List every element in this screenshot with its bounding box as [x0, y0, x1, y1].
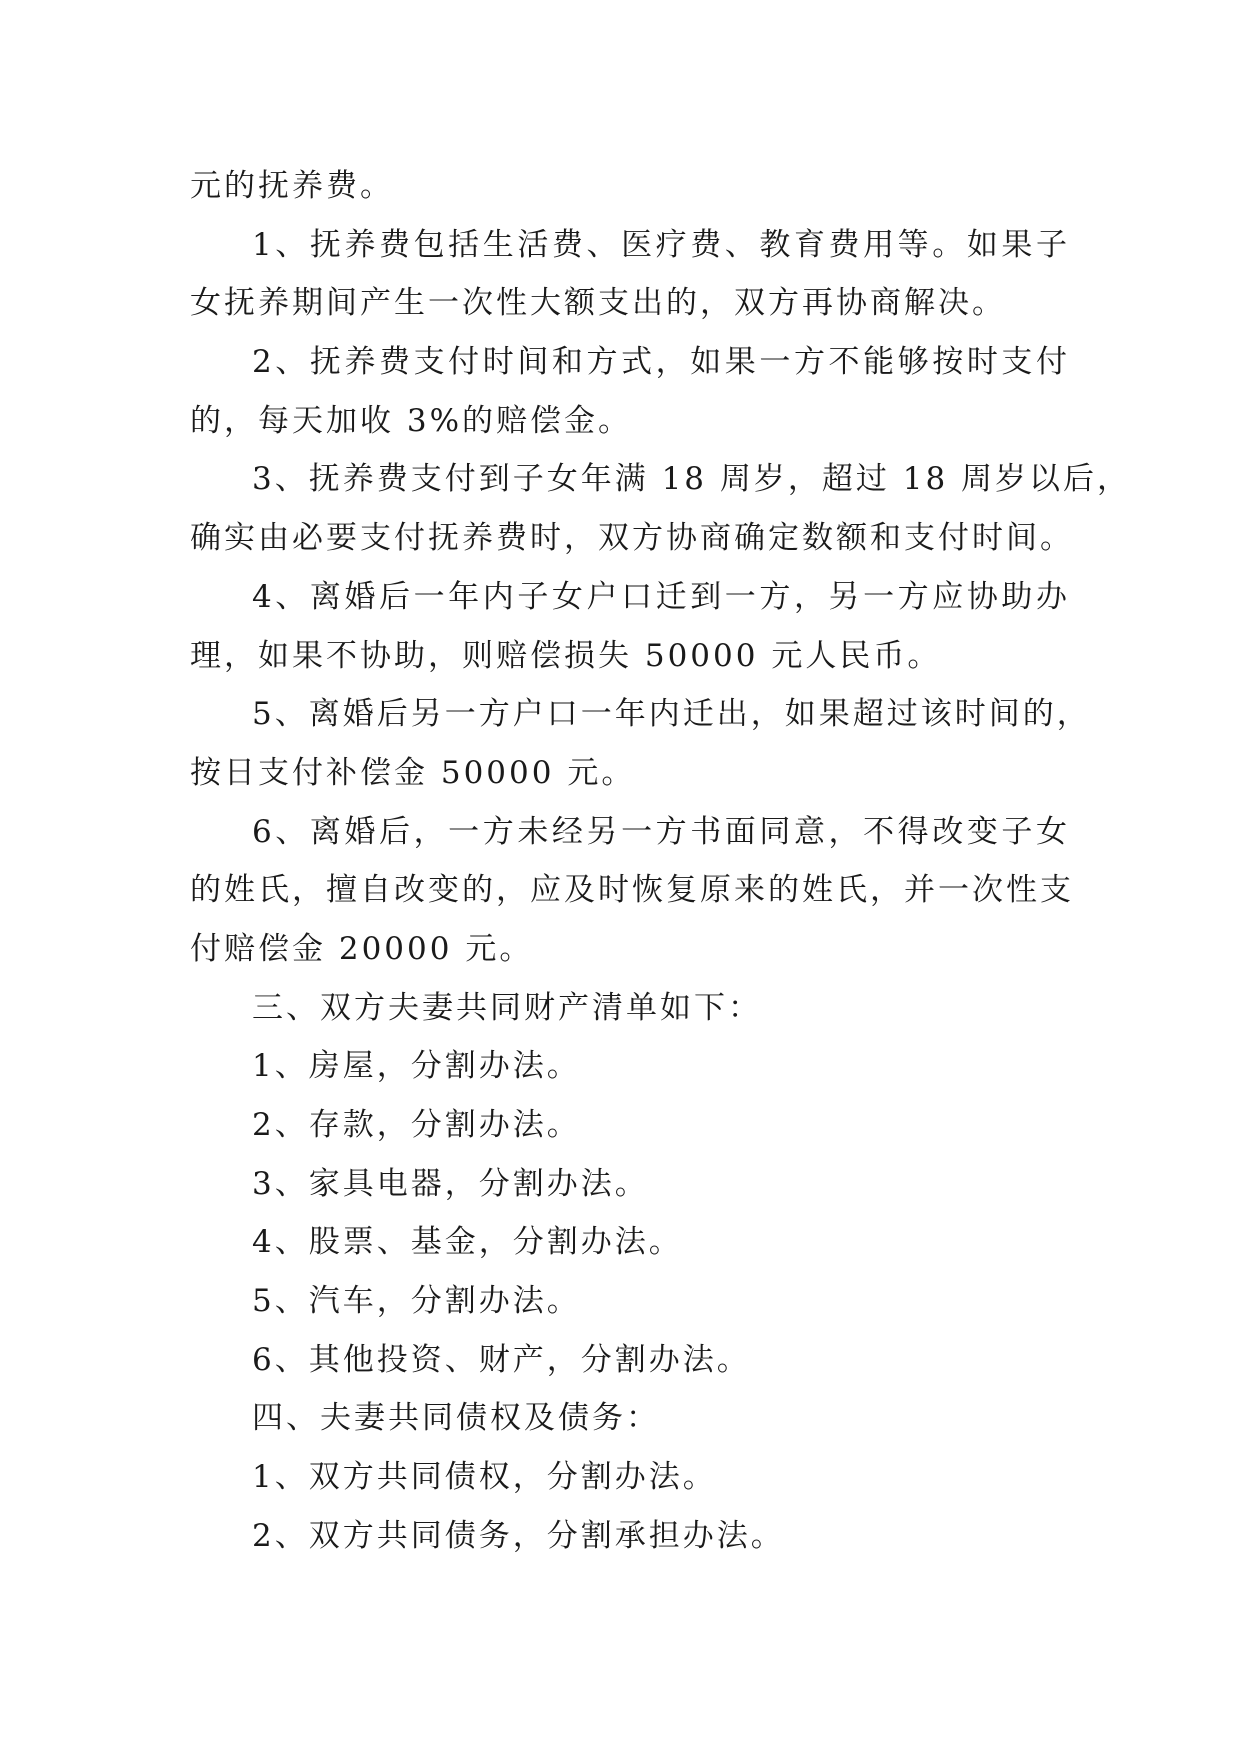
- paragraph-line: 1、抚养费包括生活费、医疗费、教育费用等。如果子: [252, 226, 1070, 263]
- paragraph-line: 5、离婚后另一方户口一年内迁出，如果超过该时间的，: [252, 696, 1091, 733]
- paragraph-line: 4、离婚后一年内子女户口迁到一方，另一方应协助办: [252, 578, 1070, 615]
- list-item: 1、双方共同债权，分割办法。: [252, 1459, 717, 1496]
- section-heading: 三、双方夫妻共同财产清单如下：: [252, 989, 762, 1026]
- paragraph-line: 的姓氏，擅自改变的，应及时恢复原来的姓氏，并一次性支: [190, 872, 1074, 909]
- paragraph-line: 6、离婚后，一方未经另一方书面同意，不得改变子女: [252, 813, 1070, 850]
- paragraph-line: 按日支付补偿金 50000 元。: [190, 754, 636, 791]
- paragraph-line: 确实由必要支付抚养费时，双方协商确定数额和支付时间。: [190, 520, 1074, 557]
- list-item: 4、股票、基金，分割办法。: [252, 1224, 683, 1261]
- list-item: 2、双方共同债务，分割承担办法。: [252, 1517, 785, 1554]
- document-body: [190, 157, 1132, 1566]
- list-item: 1、房屋，分割办法。: [252, 1048, 581, 1085]
- list-item: 2、存款，分割办法。: [252, 1107, 581, 1143]
- paragraph-line: 付赔偿金 20000 元。: [190, 930, 534, 967]
- section-heading: 四、夫妻共同债权及债务：: [252, 1400, 660, 1437]
- paragraph-line: 理，如果不协助，则赔偿损失 50000 元人民币。: [190, 637, 942, 674]
- paragraph-line: 的，每天加收 3%的赔偿金。: [190, 402, 633, 439]
- paragraph-line: 2、抚养费支付时间和方式，如果一方不能够按时支付: [252, 344, 1070, 381]
- paragraph-line: 女抚养期间产生一次性大额支出的，双方再协商解决。: [190, 285, 1006, 322]
- paragraph-line: 3、抚养费支付到子女年满 18 周岁，超过 18 周岁以后，: [252, 461, 1132, 498]
- list-item: 6、其他投资、财产，分割办法。: [252, 1341, 751, 1378]
- list-item: 3、家具电器，分割办法。: [252, 1165, 649, 1202]
- paragraph-line: 元的抚养费。: [190, 168, 394, 204]
- list-item: 5、汽车，分割办法。: [252, 1283, 581, 1320]
